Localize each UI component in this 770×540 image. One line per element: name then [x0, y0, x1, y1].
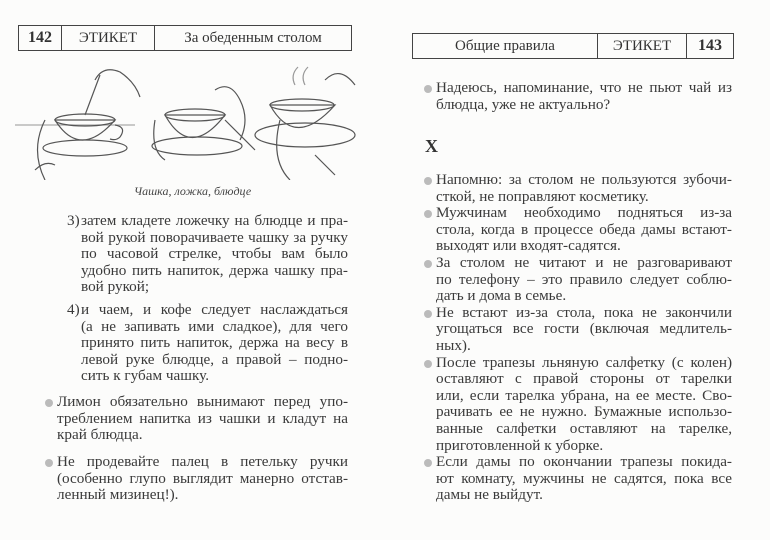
text-line: приготовленной к уборке. — [436, 436, 604, 454]
text-line: вой рукой поворачиваете чашку за ручку — [81, 228, 348, 246]
bullet-item — [436, 454, 732, 504]
text-line: стола, когда в процессе обеда дамы встают- — [436, 220, 732, 238]
right-page — [385, 0, 770, 540]
text-line: Напомню: за столом не пользуются зубочи- — [436, 171, 732, 188]
text-line: или, если тарелка убрана, на ее месте. Сво- — [436, 386, 732, 404]
text-line: принято пить напиток, держа на весу в — [81, 334, 348, 352]
text-line: Мужчинам необходимо подняться из-за — [436, 204, 732, 222]
text-line: (а не запивать ими сладкое), для чего — [81, 317, 348, 335]
bullet-icon — [424, 210, 432, 218]
bullet-item — [436, 255, 732, 305]
text-line: по часовой стрелке, чтобы вам было — [81, 245, 348, 263]
bullet-icon — [424, 360, 432, 368]
bullet-item — [436, 80, 732, 113]
left-running-header — [18, 25, 352, 51]
bullet-item — [436, 355, 732, 455]
text-line: оставляют с правой стороны от тарелки — [436, 370, 732, 388]
bullet-item — [436, 172, 732, 205]
text-line: Не продевайте палец в петельку ручки — [57, 453, 348, 470]
numbered-step — [67, 212, 348, 296]
text-line: дать и дома в семье. — [436, 287, 567, 305]
text-line: левой руке блюдце, а правой – подно- — [81, 350, 348, 368]
bullet-item — [57, 454, 348, 504]
text-line: Не встают из-за стола, пока не закончили — [436, 303, 732, 321]
numbered-step — [67, 301, 348, 385]
bullet-icon — [424, 310, 432, 318]
text-line: ют комнату, мужчины не садятся, пока все — [436, 469, 732, 487]
section-title: ЭТИКЕТ — [598, 34, 687, 58]
text-line: Лимон обязательно вынимают перед упо- — [57, 393, 348, 410]
bullet-item — [436, 305, 732, 355]
text-line: сить к губам чашку. — [81, 367, 210, 385]
text-line: За столом не читают и не разговаривают — [436, 254, 732, 271]
text-line: блюдца, уже не актуально? — [436, 95, 611, 113]
list-number: 3) — [67, 212, 80, 229]
text-line: ванные салфетки оставляют на тарелке, — [436, 419, 732, 437]
chapter-title: Общие правила — [413, 34, 598, 58]
text-line: затем кладете ложечку на блюдце и пра- — [81, 212, 348, 229]
bullet-icon — [424, 260, 432, 268]
chapter-title: За обеденным столом — [184, 29, 322, 46]
tea-cups-illustration — [15, 60, 360, 180]
page-number: 142 — [19, 26, 62, 50]
text-line: треблением напитка из чашки и кладут на — [57, 409, 348, 427]
list-number: 4) — [67, 301, 80, 318]
bullet-icon — [424, 85, 432, 93]
text-line: После трапезы льняную салфетку (с колен) — [436, 353, 732, 371]
right-running-header — [412, 33, 734, 59]
text-line: дамы не выйдут. — [436, 486, 543, 504]
bullet-icon — [424, 177, 432, 185]
bullet-icon — [45, 399, 53, 407]
text-line: по телефону – это правило следует соблю- — [436, 270, 732, 288]
bullet-icon — [45, 459, 53, 467]
section-title: ЭТИКЕТ — [62, 26, 155, 50]
text-line: и чаем, и кофе следует наслаждаться — [81, 301, 348, 318]
bullet-icon — [424, 459, 432, 467]
text-line: ленный мизинец!). — [57, 486, 179, 504]
text-line: выходят или входят-садятся. — [436, 237, 621, 255]
page-number: 143 — [698, 37, 722, 54]
bullet-item — [436, 205, 732, 255]
text-line: ных). — [436, 336, 471, 354]
text-line: удобно пить напиток, держа чашку пра- — [81, 261, 348, 279]
text-line: Если дамы по окончании трапезы покида- — [436, 453, 732, 471]
bullet-item — [57, 394, 348, 444]
section-letter: Х — [425, 136, 438, 156]
text-line: край блюдца. — [57, 426, 143, 444]
text-line: угощаться все гости (включая медлитель- — [436, 320, 732, 338]
text-line: вой рукой; — [81, 278, 150, 296]
text-line: рачивать ее не нужно. Бумажные использо- — [436, 403, 732, 421]
illustration-caption: Чашка, ложка, блюдце — [133, 184, 252, 198]
text-line: сткой, не поправляют косметику. — [436, 187, 649, 205]
text-line: (особенно глупо выглядит манерно отстав- — [57, 469, 348, 487]
text-line: Надеюсь, напоминание, что не пьют чай из — [436, 79, 732, 96]
